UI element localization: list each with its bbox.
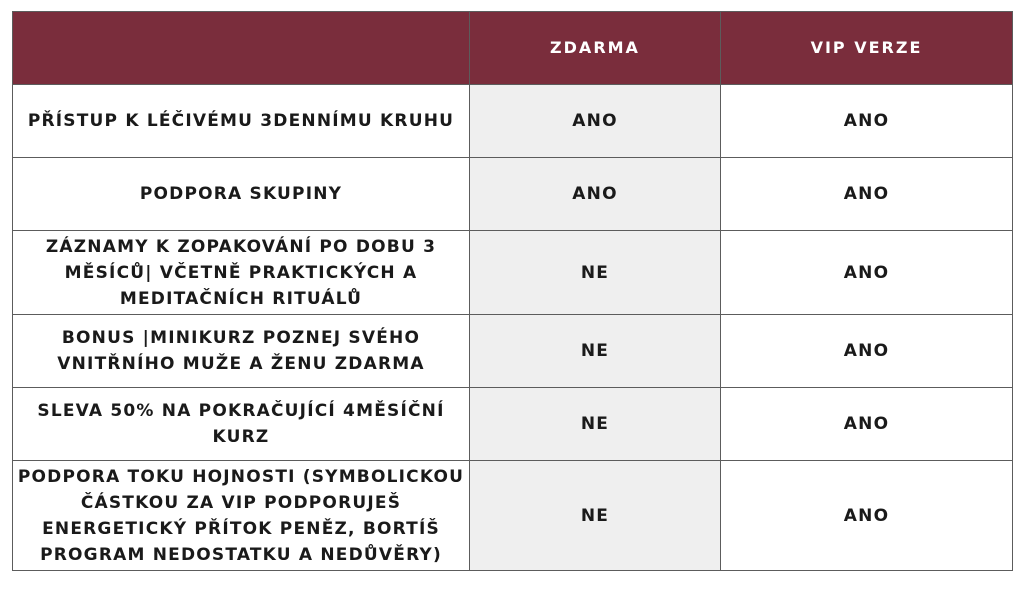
table-row [13,231,1013,315]
table-row [13,315,1013,388]
table-row [13,158,1013,231]
vip-plan-value: ANO [721,461,1013,571]
vip-plan-value: ANO [721,315,1013,388]
table-row [13,388,1013,461]
header-vip-plan: VIP VERZE [721,12,1013,85]
feature-label: PODPORA TOKU HOJNOSTI (SYMBOLICKOU ČÁSTKOU ZA VIP PODPORUJEŠ ENERGETICKÝ PŘÍTOK PENĚZ, BORTÍŠ PROGRAM NEDOSTATKU A NEDŮVĚRY) [13,461,470,571]
free-plan-value: ANO [470,158,721,231]
vip-plan-value: ANO [721,158,1013,231]
free-plan-value: NE [470,461,721,571]
feature-label: SLEVA 50% NA POKRAČUJÍCÍ 4MĚSÍČNÍ KURZ [13,388,470,461]
vip-plan-value: ANO [721,388,1013,461]
free-plan-value: NE [470,315,721,388]
vip-plan-value: ANO [721,85,1013,158]
feature-label: PŘÍSTUP K LÉČIVÉMU 3DENNÍMU KRUHU [13,85,470,158]
table-row [13,461,1013,571]
comparison-table [12,11,1013,571]
free-plan-value: NE [470,388,721,461]
feature-label: PODPORA SKUPINY [13,158,470,231]
free-plan-value: NE [470,231,721,315]
free-plan-value: ANO [470,85,721,158]
header-feature-cell [13,12,470,85]
feature-label: ZÁZNAMY K ZOPAKOVÁNÍ PO DOBU 3 MĚSÍCŮ| VČETNĚ PRAKTICKÝCH A MEDITAČNÍCH RITUÁLŮ [13,231,470,315]
table-header-row [13,12,1013,85]
vip-plan-value: ANO [721,231,1013,315]
table-row [13,85,1013,158]
feature-label: BONUS |MINIKURZ POZNEJ SVÉHO VNITŘNÍHO MUŽE A ŽENU ZDARMA [13,315,470,388]
header-free-plan: ZDARMA [470,12,721,85]
